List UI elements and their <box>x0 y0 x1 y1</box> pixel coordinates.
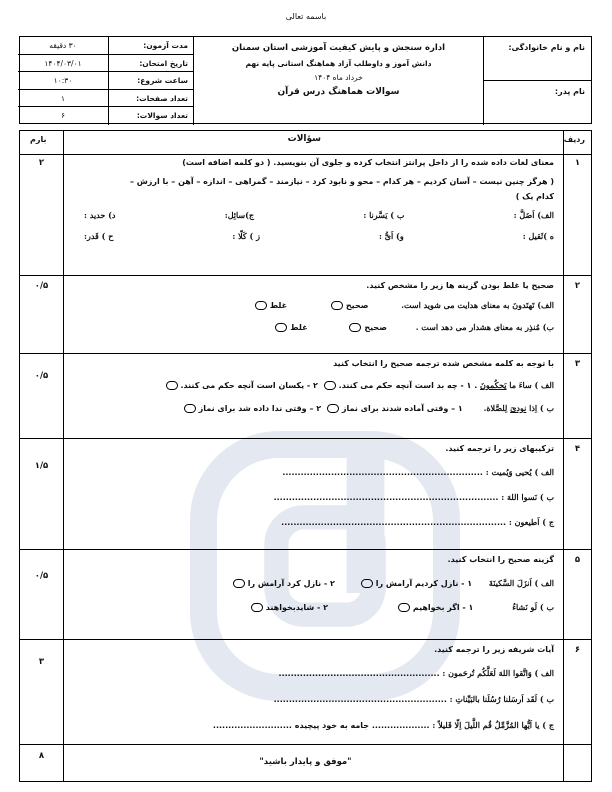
q1-options-line2: کدام یک ) <box>515 192 554 201</box>
q5-b-text: ب ) لَو نَشاءُ <box>512 602 554 612</box>
q3-a-option1-radio[interactable] <box>324 381 336 390</box>
q6-a-text: الف ) وَاتَّقوا اللهَ لَعَلَّکُم تُرحَمون : <box>442 668 554 678</box>
q5-b-option1-radio[interactable] <box>398 603 410 612</box>
score-column-header: بارم <box>30 135 47 144</box>
q4-number: ۴ <box>574 444 581 454</box>
exam-title: سوالات هماهنگ درس قرآن <box>277 87 400 97</box>
student-name-label: نام و نام خانوادگی: <box>484 37 591 81</box>
question-4 <box>64 444 554 527</box>
duration-value: ۳۰ دقیقه <box>18 37 108 55</box>
q6-title: آیات شریفه زیر را ترجمه کنید. <box>434 645 554 654</box>
q6-c-hint: جامه به خود پیچیده <box>294 721 370 730</box>
school-line: دانش آموز و داوطلب آزاد هماهنگ استانی پایه نهم <box>245 59 432 68</box>
basmala: باسمه تعالی <box>285 12 327 21</box>
q6-b-text: ب ) لَقَد اَرسَلنا رُسُلَنا بالبَیِّناتِ : <box>449 694 554 704</box>
questions-column-header: سؤالات <box>287 134 321 144</box>
q1-items-row2 <box>84 231 554 241</box>
q2-a-true-label: صحیح <box>345 301 369 310</box>
q4-title: ترکیبهای زیر را ترجمه کنید. <box>445 444 554 453</box>
q2-a-false-label: غلط <box>269 301 288 310</box>
q5-number: ۵ <box>574 555 581 565</box>
q2-score: ۰/۵ <box>34 281 49 291</box>
page-count-label: تعداد صفحات: <box>109 90 193 108</box>
org-name: اداره سنجش و پایش کیفیت آموزشی استان سمنان <box>231 43 446 53</box>
q1-item-a: الف) اَضَلَّ : <box>513 210 554 220</box>
q1-number: ۱ <box>574 158 581 168</box>
q3-b-word: نودیَ <box>510 403 527 413</box>
q4-b-text: ب ) نَسوا اللهَ : <box>501 492 554 502</box>
q4-item-c: ج ) اَطیعون : .......................................................................... <box>281 517 554 527</box>
q1-title: معنای لغات داده شده را از داخل پرانتز انتخاب کرده و جلوی آن بنویسید. ( دو کلمه اضافه است) <box>182 158 554 167</box>
q3-b-prefix: ب ) اِذا <box>526 403 554 413</box>
exam-info-labels <box>108 37 193 125</box>
q5-b-option2: ۲ - شایدبخواهند <box>265 603 329 612</box>
exam-date-line: خرداد ماه ۱۴۰۴ <box>314 73 363 82</box>
q3-b-suffix: لِلصَّلاة. <box>483 403 511 413</box>
q6-item-a: الف ) وَاتَّقوا اللهَ لَعَلَّکُم تُرحَمون : ..................................................... <box>278 668 554 678</box>
q3-a-option2-radio[interactable] <box>166 381 178 390</box>
q3-score: ۰/۵ <box>34 371 49 381</box>
q6-c-text: ج ) یا اَیُّها المُزَّمِّلُ قُم اللَّیلَ اِلّا قَلیلاً : <box>432 720 554 730</box>
exam-date-label: تاریخ امتحان: <box>109 55 193 73</box>
q1-item-f: و) اَیُّ : <box>379 231 404 241</box>
q5-a-option1-radio[interactable] <box>361 579 373 588</box>
q5-score: ۰/۵ <box>34 571 49 581</box>
start-time-label: ساعت شروع: <box>109 72 193 90</box>
total-score: ۸ <box>38 751 45 761</box>
q1-score: ۲ <box>38 158 45 168</box>
q2-item-a <box>64 300 554 310</box>
q5-a-option2-radio[interactable] <box>233 579 245 588</box>
q5-item-b <box>64 602 554 612</box>
question-6 <box>64 645 554 730</box>
q2-title: صحیح یا غلط بودن گزینه ها زیر را مشخص کنید. <box>366 281 554 290</box>
row-column-header: ردیف <box>563 135 585 144</box>
q4-item-a: الف ) یُحیی وَیُمیت : .................................................................. <box>282 467 554 477</box>
q1-item-e: ه )ثَقیل : <box>522 231 554 241</box>
good-luck-message: "موفق و پایدار باشید" <box>259 757 352 767</box>
q4-c-text: ج ) اَطیعون : <box>508 517 554 527</box>
q5-a-option1: ۱ - نازل کردیم آرامش را <box>375 579 473 588</box>
question-count-value: ۶ <box>60 111 66 121</box>
q3-b-option2: ۲ – وقتی ندا داده شد برای نماز <box>198 404 322 413</box>
question-count-label: تعداد سوالات: <box>136 111 188 121</box>
q5-a-text: الف ) اَنزَلَ السَّکینَةَ <box>488 578 554 588</box>
question-5 <box>64 555 554 612</box>
q3-title: با توجه به کلمه مشخص شده ترجمه صحیح را انتخاب کنید <box>333 359 554 368</box>
q6-item-c: ج ) یا اَیُّها المُزَّمِّلُ قُم اللَّیلَ اِلّا قَلیلاً : ................... جامه به خود پیچیده .......................... <box>212 720 554 730</box>
q2-b-text: ب) مُنذِر به معنای هشدار می دهد است . <box>415 322 554 332</box>
q3-a-option2: ۲ - یکسان است آنچه حکم می کنند. <box>180 381 318 390</box>
q2-a-true-radio[interactable] <box>331 301 343 310</box>
q6-score: ۳ <box>38 657 45 667</box>
question-1 <box>64 158 554 241</box>
q3-number: ۳ <box>574 359 581 369</box>
q5-b-option2-radio[interactable] <box>251 603 263 612</box>
father-name-label: نام پدر: <box>554 87 585 96</box>
question-2 <box>64 281 554 332</box>
q3-b-option2-radio[interactable] <box>184 404 196 413</box>
q1-item-g: ز ) کَلّا : <box>232 231 260 241</box>
question-3 <box>64 359 554 413</box>
q1-item-c: ج)سائِل: <box>224 210 255 220</box>
q3-b-option1: ۱ – وقتی آماده شدند برای نماز <box>341 404 463 413</box>
q2-b-true-label: صحیح <box>364 323 387 332</box>
q2-number: ۲ <box>574 281 581 291</box>
q5-item-a <box>64 578 554 588</box>
q5-a-option2: ۲ - نازل کرد آرامش را <box>247 579 335 588</box>
q3-b-option1-radio[interactable] <box>327 404 339 413</box>
duration-label: مدت آزمون: <box>109 37 193 55</box>
q5-b-option1: ۱ - اگر بخواهیم <box>412 603 474 612</box>
q3-a-option1: . ۱ - چه بد است آنچه حکم می کنند. <box>338 381 478 390</box>
q6-number: ۶ <box>574 645 581 655</box>
page-count-value: ۱ <box>18 90 108 108</box>
q4-score: ۱/۵ <box>34 461 49 471</box>
q1-options-line1: ( هرگز چنین نیست – آسان کردیم – هر کدام – محو و نابود کرد – نیازمند – گمراهی – اندازه – آهن – با ارزش – <box>129 177 554 186</box>
q1-item-h: ح ) قَدر: <box>84 231 114 241</box>
student-info <box>483 37 591 125</box>
q3-a-word: یَحکُمونَ <box>480 380 507 390</box>
q2-b-true-radio[interactable] <box>349 323 361 332</box>
q2-b-false-radio[interactable] <box>275 323 287 332</box>
q2-item-b <box>64 322 554 332</box>
start-time-value: ۱۰:۳۰ <box>18 72 108 90</box>
exam-header <box>19 36 592 124</box>
q3-item-b <box>64 403 554 413</box>
q1-item-d: د) حدید : <box>84 210 116 220</box>
q5-title: گزینه صحیح را انتخاب کنید. <box>447 555 554 564</box>
q3-a-prefix: الف ) ساءَ ما <box>506 380 554 390</box>
q2-a-false-radio[interactable] <box>255 301 267 310</box>
q1-items-row1 <box>84 210 554 220</box>
q6-item-b: ب ) لَقَد اَرسَلنا رُسُلَنا بالبَیِّناتِ : ......................................................... <box>273 694 554 704</box>
q2-b-false-label: غلط <box>290 323 308 332</box>
q2-a-text: الف) تَهتَدونَ به معنای هدایت می شوید است. <box>401 300 554 310</box>
exam-title-block <box>193 37 483 125</box>
q4-item-b: ب ) نَسوا اللهَ : .......................................................................... <box>273 492 554 502</box>
q4-a-text: الف ) یُحیی وَیُمیت : <box>485 467 554 477</box>
q3-item-a <box>64 380 554 390</box>
q1-item-b: ب ) یَسَّرنا : <box>363 210 405 220</box>
questions-table <box>19 130 592 782</box>
exam-date-value: ۱۴۰۴/۰۳/۰۱ <box>18 55 108 73</box>
exam-info-values <box>18 37 108 125</box>
